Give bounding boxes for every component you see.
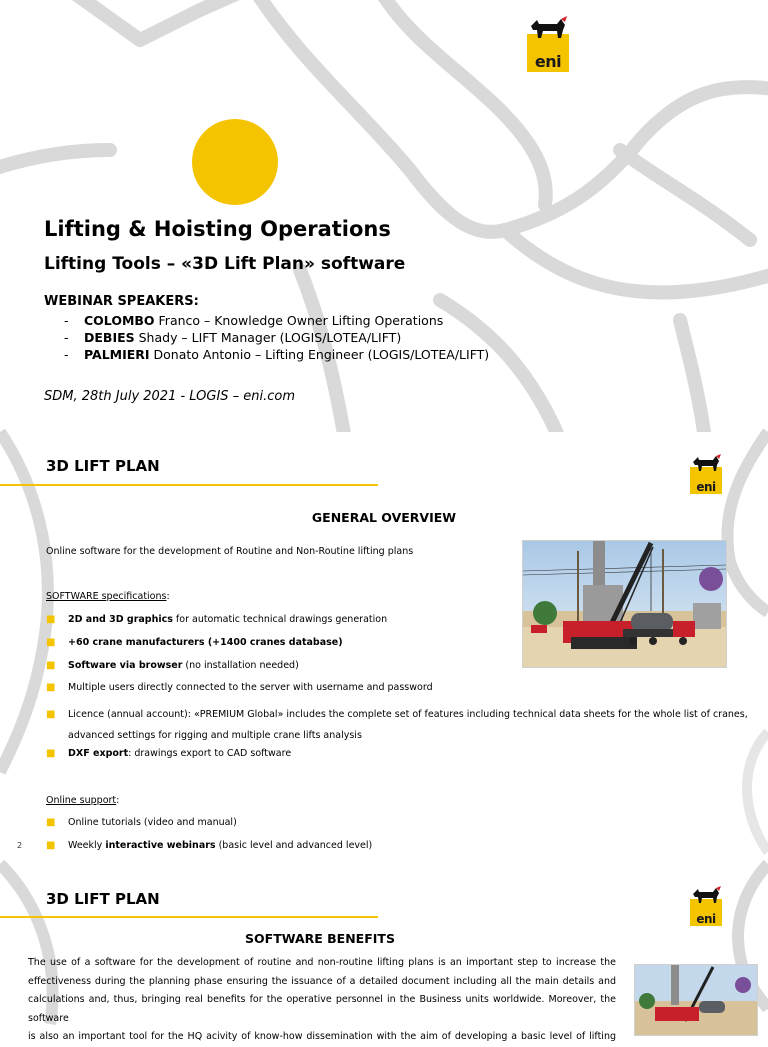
yellow-circle-decoration (190, 117, 280, 207)
slide-title-page (0, 0, 768, 432)
list-item: ■ DXF export: drawings export to CAD software (46, 748, 292, 759)
section-heading: SOFTWARE BENEFITS (245, 931, 395, 946)
speaker-item: - COLOMBO Franco – Knowledge Owner Lifting Operations (64, 313, 444, 328)
yellow-square-bullet-icon: ■ (46, 709, 56, 720)
yellow-square-bullet-icon: ■ (46, 637, 56, 648)
speaker-surname: DEBIES (84, 330, 135, 345)
eni-logo-text: eni (534, 52, 562, 71)
speakers-list (64, 312, 489, 363)
eni-logo-text: eni (696, 480, 716, 494)
yellow-square-bullet-icon: ■ (46, 817, 56, 828)
slide-software-benefits (0, 864, 768, 1042)
speaker-surname: PALMIERI (84, 347, 150, 362)
presentation-subtitle: Lifting Tools – «3D Lift Plan» software (44, 254, 406, 274)
section-heading: GENERAL OVERVIEW (311, 510, 457, 525)
specs-label: SOFTWARE specifications: (46, 591, 170, 602)
eni-logo (690, 886, 722, 926)
title-underline (0, 484, 378, 486)
paragraph-line: The use of a software for the development of routine and non-routine lifting plans is an important step to increase the (28, 957, 616, 968)
speaker-item: - PALMIERI Donato Antonio – Lifting Engineer (LOGIS/LOTEA/LIFT) (64, 347, 490, 362)
paragraph-line: effectiveness during the planning phase ensuring the issuance of a detailed document including all the main details and (28, 975, 616, 987)
list-item: ■ +60 crane manufacturers (+1400 cranes database) (46, 637, 343, 648)
eni-logo (527, 16, 569, 72)
speaker-item: - DEBIES Shady – LIFT Manager (LOGIS/LOTEA/LIFT) (64, 330, 402, 345)
yellow-square-bullet-icon: ■ (46, 682, 56, 693)
speaker-surname: COLOMBO (84, 313, 155, 328)
yellow-square-bullet-icon: ■ (46, 660, 56, 671)
slide-general-overview (0, 432, 768, 864)
slide-title: 3D LIFT PLAN (46, 890, 160, 908)
background-outline-decoration (0, 0, 768, 432)
title-underline (0, 916, 378, 918)
support-list (46, 817, 372, 862)
list-item: ■ Licence (annual account): «PREMIUM Global» includes the complete set of features including technical data sheets for the whole list of cranes, advanced settings for rigging and multiple crane lifts analysis (46, 704, 748, 748)
list-item: ■ Online tutorials (video and manual) (46, 817, 237, 828)
intro-text: Online software for the development of Routine and Non-Routine lifting plans (46, 546, 414, 557)
speakers-heading: WEBINAR SPEAKERS: (44, 294, 199, 309)
paragraph-line: is also an important tool for the HQ acivity of know-how dissemination with the aim of developing a basic level of lifting (28, 1031, 616, 1042)
eni-logo (690, 454, 722, 494)
support-label: Online support: (46, 795, 120, 806)
crane-3d-render-image (634, 964, 758, 1036)
list-item: ■ Software via browser (no installation needed) (46, 660, 299, 671)
page-number: 2 (17, 841, 23, 850)
presentation-title: Lifting & Hoisting Operations (44, 217, 391, 241)
list-item: ■ Weekly interactive webinars (basic level and advanced level) (46, 840, 373, 851)
slide-title: 3D LIFT PLAN (46, 457, 160, 475)
yellow-square-bullet-icon: ■ (46, 614, 56, 625)
yellow-square-bullet-icon: ■ (46, 748, 56, 759)
eni-logo-text: eni (696, 912, 716, 926)
paragraph-line: calculations and, thus, bringing real benefits for the operative personnel in the Business units worldwide. Moreover, the software (28, 994, 616, 1024)
yellow-square-bullet-icon: ■ (46, 840, 56, 851)
list-item: ■ 2D and 3D graphics for automatic technical drawings generation (46, 614, 388, 625)
presentation-footer: SDM, 28th July 2021 - LOGIS – eni.com (44, 389, 296, 404)
list-item: ■ Multiple users directly connected to the server with username and password (46, 682, 433, 693)
crane-3d-render-image (522, 540, 727, 668)
benefits-paragraph (28, 954, 616, 1047)
